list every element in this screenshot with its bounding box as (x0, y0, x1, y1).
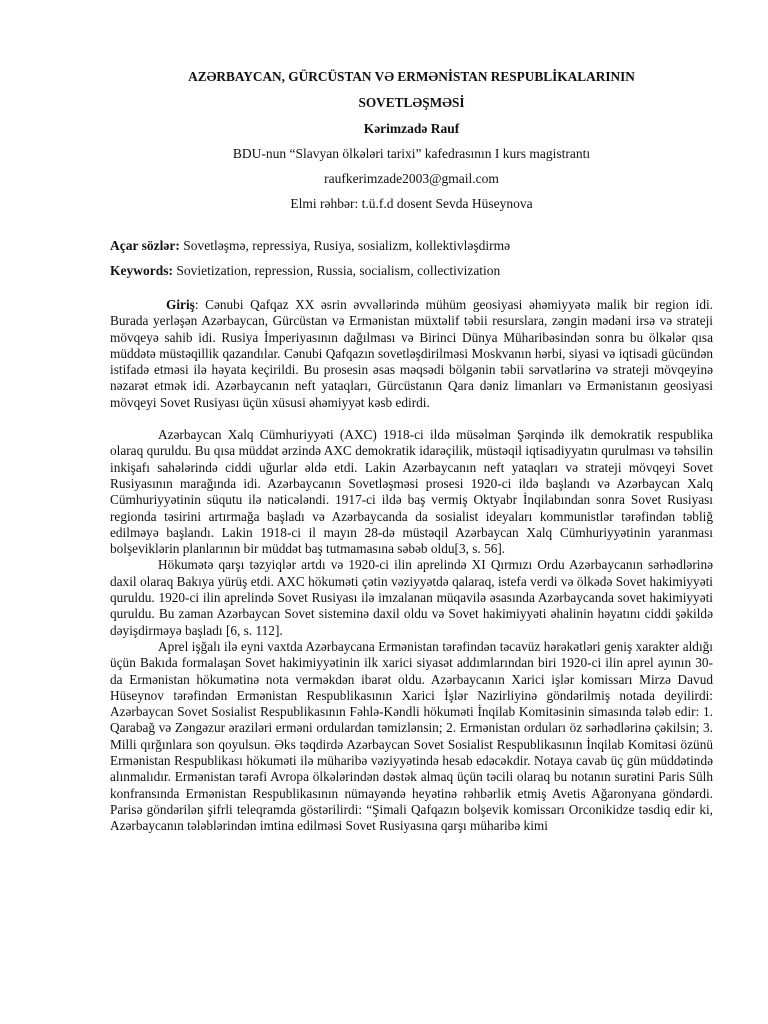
keywords-block (110, 233, 713, 283)
article-body (110, 297, 713, 835)
document-page (110, 64, 713, 835)
intro-paragraph (110, 297, 713, 411)
author-email: raufkerimzade2003@gmail.com (324, 171, 499, 186)
author-name: Kərimzadə Rauf (363, 121, 460, 136)
scientific-advisor: Elmi rəhbər: t.ü.f.d dosent Sevda Hüseynova (290, 196, 533, 211)
keywords-en-label: Keywords: (110, 263, 173, 278)
paper-title-line-1: AZƏRBAYCAN, GÜRCÜSTAN VƏ ERMƏNİSTAN RESPUBLİKALARININ (188, 69, 635, 84)
intro-text: : Cənubi Qafqaz XX əsrin əvvəllərində mühüm geosiyasi əhəmiyyətə malik bir region idi. Burada yerləşən Azərbaycan, Gürcüstan və Ermənistan müxtəlif təbii resurslara, zəngin mədəni irsə və strateji mövqeyə sahib idi. Rusiya İmperiyasının dağılması və Birinci Dünya Müharibəsindən sonra bu ölkələr qısa müddətə müstəqillik qazandılar. Cənubi Qafqazın sovetləşdirilməsi Moskvanın hərbi, siyasi və iqtisadi gücündən istifadə etməsi ilə həyata keçirildi. Bu prosesin əsas məqsədi bölgənin təbii sərvətlərinə və strateji mövqeyinə nəzarət etmək idi. Azərbaycanın neft yataqları, Gürcüstanın Qara dəniz limanları və Ermənistanın geosiyasi mövqeyi Sovet Rusiyası üçün xüsusi əhəmiyyət kəsb edirdi. (110, 297, 713, 410)
body-paragraph-4: Aprel işğalı ilə eyni vaxtda Azərbaycana Ermənistan tərəfindən təcavüz hərəkətləri geniş xarakter aldığı üçün Bakıda formalaşan Sovet hakimiyyətinin ilk xarici siyasət addımlarından biri 1920-ci ilin aprel ayının 30-da Ermənistan hökumətinə nota verməkdən ibarət oldu. Azərbaycanın Xarici işlər komissarı Mirzə Davud Hüseynov tərəfindən Ermənistan Respublikasının Xarici İşlər Nazirliyinə göndərilmiş notada deyilirdi: Azərbaycan Sovet Sosialist Respublikasının Fəhlə-Kəndli hökuməti İnqilab Komitəsinin simasında tələb edir: 1. Qarabağ və Zəngəzur əraziləri erməni ordulardan təmizlənsin; 2. Ermənistan orduları öz sərhədlərinə çəkilsin; 3. Milli qırğınlara son qoyulsun. Əks təqdirdə Azərbaycan Sovet Sosialist Respublikasının İnqilab Komitəsi özünü Ermənistan Respublikası hökuməti ilə müharibə vəziyyətində hesab edəcəkdir. Notaya cavab üç gün müddətində alınmalıdır. Ermənistan tərəfi Avropa ölkələrindən dəstək almaq üçün təcili olaraq bu notanın surətini Paris Sülh konfransında Ermənistan Respublikasının nümayəndə heyətinə rəhbərlik etmiş Avetis Ağaronyana göndərdi. Parisə göndərilən şifrli teleqramda göstərilirdi: “Şimali Qafqazın bolşevik komissarı Orconikidze təsdiq edir ki, Azərbaycanın tələblərindən imtina edilməsi Sovet Rusiyasına qarşı müharibə kimi (110, 638, 713, 834)
intro-label: Giriş (166, 297, 195, 312)
keywords-en-text: Sovietization, repression, Russia, socialism, collectivization (176, 263, 501, 278)
keywords-az (110, 233, 713, 258)
keywords-az-label: Açar sözlər: (110, 238, 180, 253)
body-paragraph-3: Hökumətə qarşı təzyiqlər artdı və 1920-ci ilin aprelində XI Qırmızı Ordu Azərbaycanın sərhədlərinə daxil olaraq Bakıya yürüş etdi. AXC hökuməti çətin vəziyyətdə qalaraq, istefa verdi və ölkədə Sovet hakimiyyəti quruldu. 1920-ci ilin aprelində Sovet Rusiyası ilə imzalanan müqavilə əsasında Azərbaycanda sovet hakimiyyəti quruldu. Bu zaman Azərbaycan Sovet sisteminə daxil oldu və Sovet hakimiyyəti əhalinin həyatını ciddi şəkildə dəyişdirməyə başladı [6, s. 112]. (110, 557, 713, 638)
keywords-en (110, 258, 713, 283)
body-paragraph-2: Azərbaycan Xalq Cümhuriyyəti (AXC) 1918-ci ildə müsəlman Şərqində ilk demokratik respublika olaraq quruldu. Bu qısa müddət ərzində AXC demokratik idarəçilik, müstəqil iqtisadiyyatın qurulması və təhsilin inkişafı sahələrində ciddi uğurlar əldə etdi. Lakin Azərbaycanın neft yataqları və strateji mövqeyi Sovet Rusiyasının marağında idi. Azərbaycanın Sovetləşməsi prosesi 1920-ci ildə başlandı və Azərbaycan Xalq Cümhuriyyətinin süqutu ilə nəticələndi. 1917-ci ildə baş vermiş Oktyabr İnqilabından sonra Sovet Rusiyası regionda təsirini artırmağa başladı və Azərbaycanda da sosialist ideyaları kommunistlər tərəfindən təbliğ edilməyə başlandı. Lakin 1918-ci il mayın 28-də müstəqil Azərbaycan Xalq Cümhuriyyətinin yaranması bolşeviklərin planlarının bir müddət baş tutmamasına səbəb oldu[3, s. 56]. (110, 427, 713, 557)
paper-title-line-2: SOVETLƏŞMƏSİ (358, 95, 465, 110)
keywords-az-text: Sovetləşmə, repressiya, Rusiya, sosializm, kollektivləşdirmə (183, 238, 511, 253)
author-affiliation: BDU-nun “Slavyan ölkələri tarixi” kafedrasının I kurs magistrantı (232, 146, 591, 161)
